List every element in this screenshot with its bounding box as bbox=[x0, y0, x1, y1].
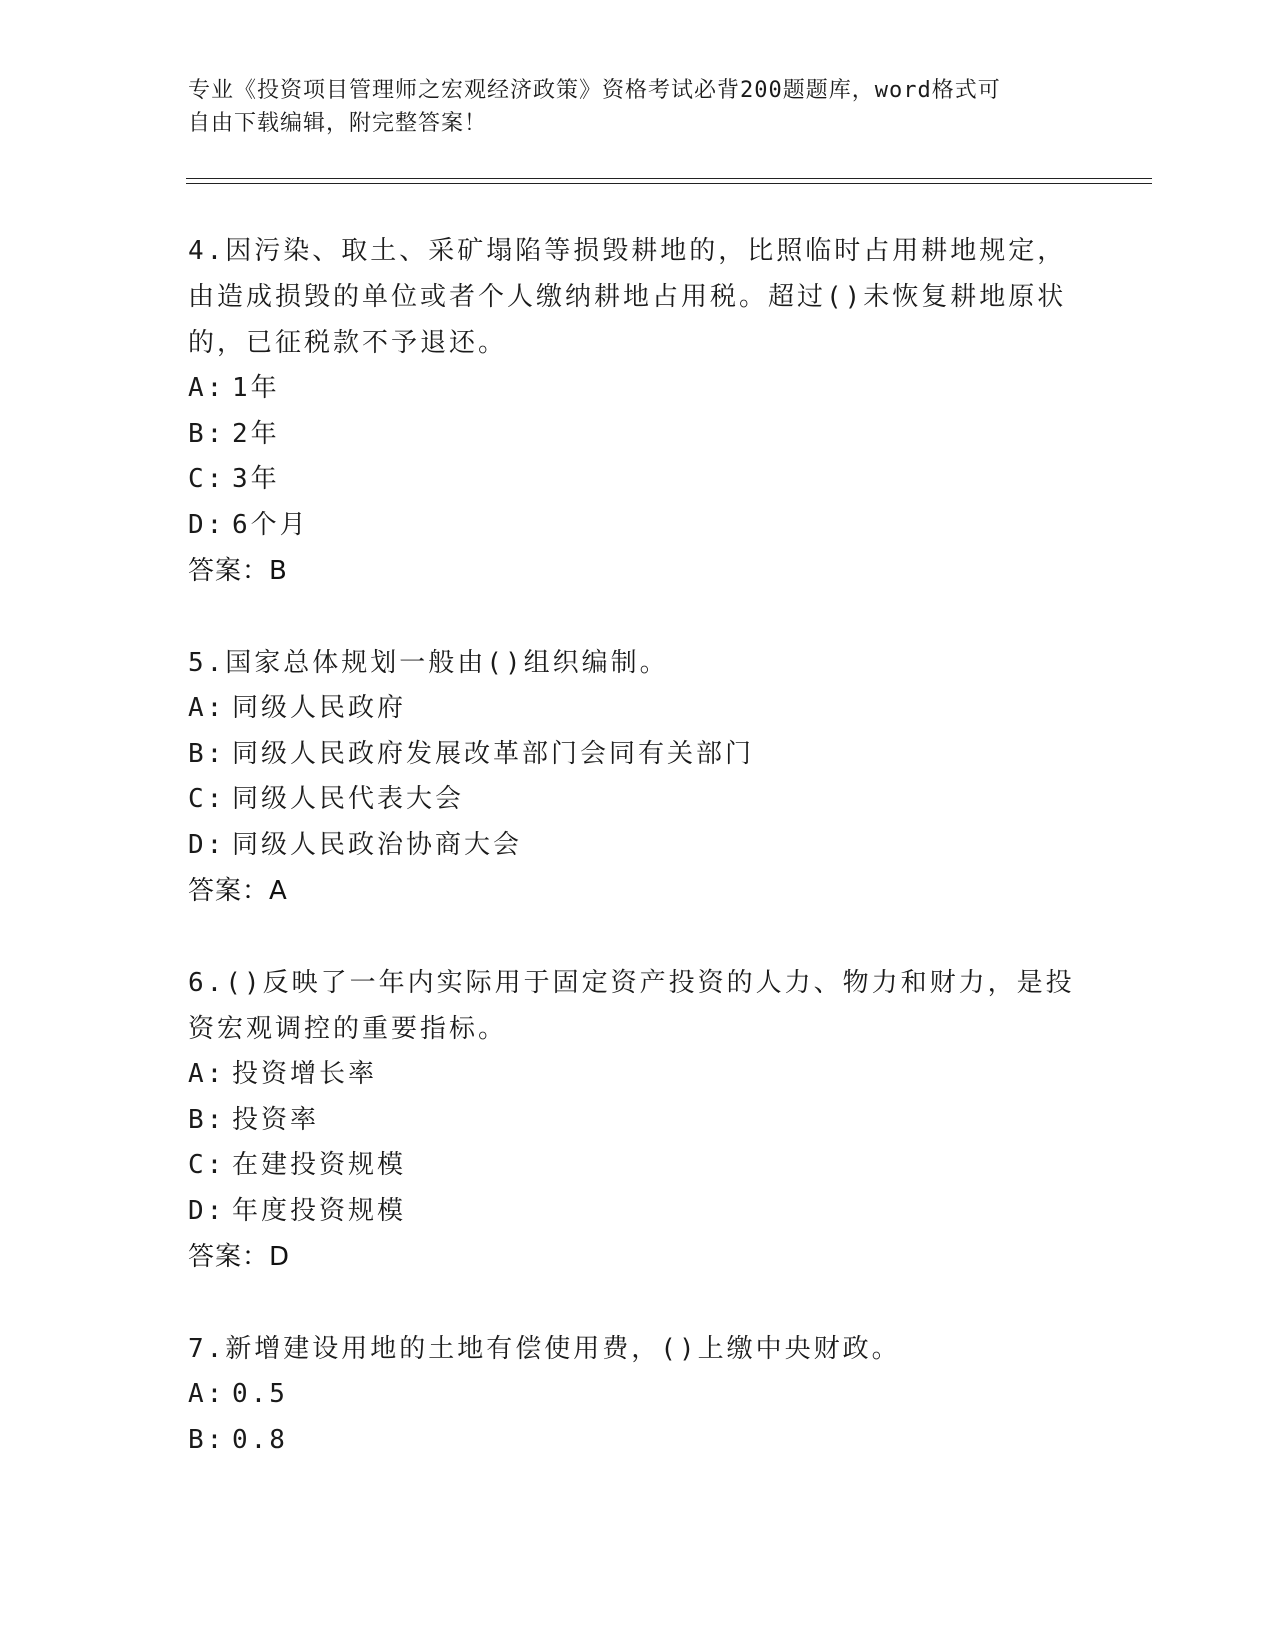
answer-option bbox=[188, 1098, 1088, 1144]
question-block bbox=[188, 1326, 1088, 1463]
option-text: 同级人民政府 bbox=[232, 693, 407, 723]
question-block bbox=[188, 640, 1088, 914]
answer-option bbox=[188, 457, 1088, 503]
option-letter: B: bbox=[188, 1104, 226, 1135]
header-line-1: 专业《投资项目管理师之宏观经济政策》资格考试必背200题题库，word格式可 bbox=[188, 78, 1001, 103]
option-letter: C: bbox=[188, 464, 226, 494]
option-text: 同级人民政治协商大会 bbox=[232, 829, 523, 860]
document-header bbox=[188, 74, 1068, 140]
answer-option bbox=[188, 1143, 1088, 1189]
option-letter: D: bbox=[188, 829, 226, 860]
option-text: 投资增长率 bbox=[232, 1059, 378, 1089]
option-letter: D: bbox=[188, 509, 226, 540]
answer-option bbox=[188, 777, 1088, 823]
answer-option bbox=[188, 366, 1088, 412]
option-text: 3年 bbox=[232, 464, 280, 494]
option-letter: A: bbox=[188, 1379, 226, 1409]
answer-key: 答案：A bbox=[188, 876, 288, 906]
answer-option bbox=[188, 1418, 1088, 1464]
question-stem-line: 7.新增建设用地的土地有偿使用费，()上缴中央财政。 bbox=[188, 1334, 901, 1364]
answer-option bbox=[188, 1189, 1088, 1235]
option-letter: A: bbox=[188, 373, 226, 403]
question-stem-line: 6.()反映了一年内实际用于固定资产投资的人力、物力和财力，是投 bbox=[188, 968, 1075, 998]
option-letter: C: bbox=[188, 1150, 226, 1180]
option-text: 1年 bbox=[232, 373, 280, 403]
option-letter: A: bbox=[188, 1059, 226, 1089]
option-text: 年度投资规模 bbox=[232, 1195, 407, 1226]
option-text: 在建投资规模 bbox=[232, 1150, 407, 1180]
question-stem-line: 4.因污染、取土、采矿塌陷等损毁耕地的，比照临时占用耕地规定， bbox=[188, 236, 1067, 266]
option-text: 6个月 bbox=[232, 509, 309, 540]
answer-key: 答案：B bbox=[188, 556, 288, 586]
question-block bbox=[188, 960, 1088, 1280]
question-stem-line: 由造成损毁的单位或者个人缴纳耕地占用税。超过()未恢复耕地原状 bbox=[188, 282, 1067, 312]
header-line-2: 自由下载编辑，附完整答案！ bbox=[188, 111, 488, 136]
header-divider-bottom bbox=[186, 183, 1152, 184]
answer-option bbox=[188, 1052, 1088, 1098]
question-stem-line: 资宏观调控的重要指标。 bbox=[188, 1014, 508, 1044]
answer-option bbox=[188, 823, 1088, 869]
question-list bbox=[188, 228, 1088, 1509]
option-letter: B: bbox=[188, 1424, 226, 1455]
option-text: 0.5 bbox=[232, 1379, 288, 1409]
header-divider-top bbox=[186, 178, 1152, 179]
answer-option bbox=[188, 732, 1088, 778]
answer-option bbox=[188, 412, 1088, 458]
option-letter: B: bbox=[188, 738, 226, 769]
option-letter: A: bbox=[188, 693, 226, 723]
question-block bbox=[188, 228, 1088, 594]
question-stem-line: 的，已征税款不予退还。 bbox=[188, 328, 508, 358]
option-text: 0.8 bbox=[232, 1424, 288, 1455]
answer-option bbox=[188, 503, 1088, 549]
answer-option bbox=[188, 1372, 1088, 1418]
option-letter: C: bbox=[188, 784, 226, 814]
option-text: 同级人民代表大会 bbox=[232, 784, 465, 814]
option-letter: D: bbox=[188, 1195, 226, 1226]
answer-option bbox=[188, 686, 1088, 732]
option-text: 2年 bbox=[232, 418, 280, 449]
option-letter: B: bbox=[188, 418, 226, 449]
question-stem-line: 5.国家总体规划一般由()组织编制。 bbox=[188, 648, 669, 678]
option-text: 投资率 bbox=[232, 1104, 320, 1135]
option-text: 同级人民政府发展改革部门会同有关部门 bbox=[232, 738, 755, 769]
answer-key: 答案：D bbox=[188, 1242, 291, 1272]
